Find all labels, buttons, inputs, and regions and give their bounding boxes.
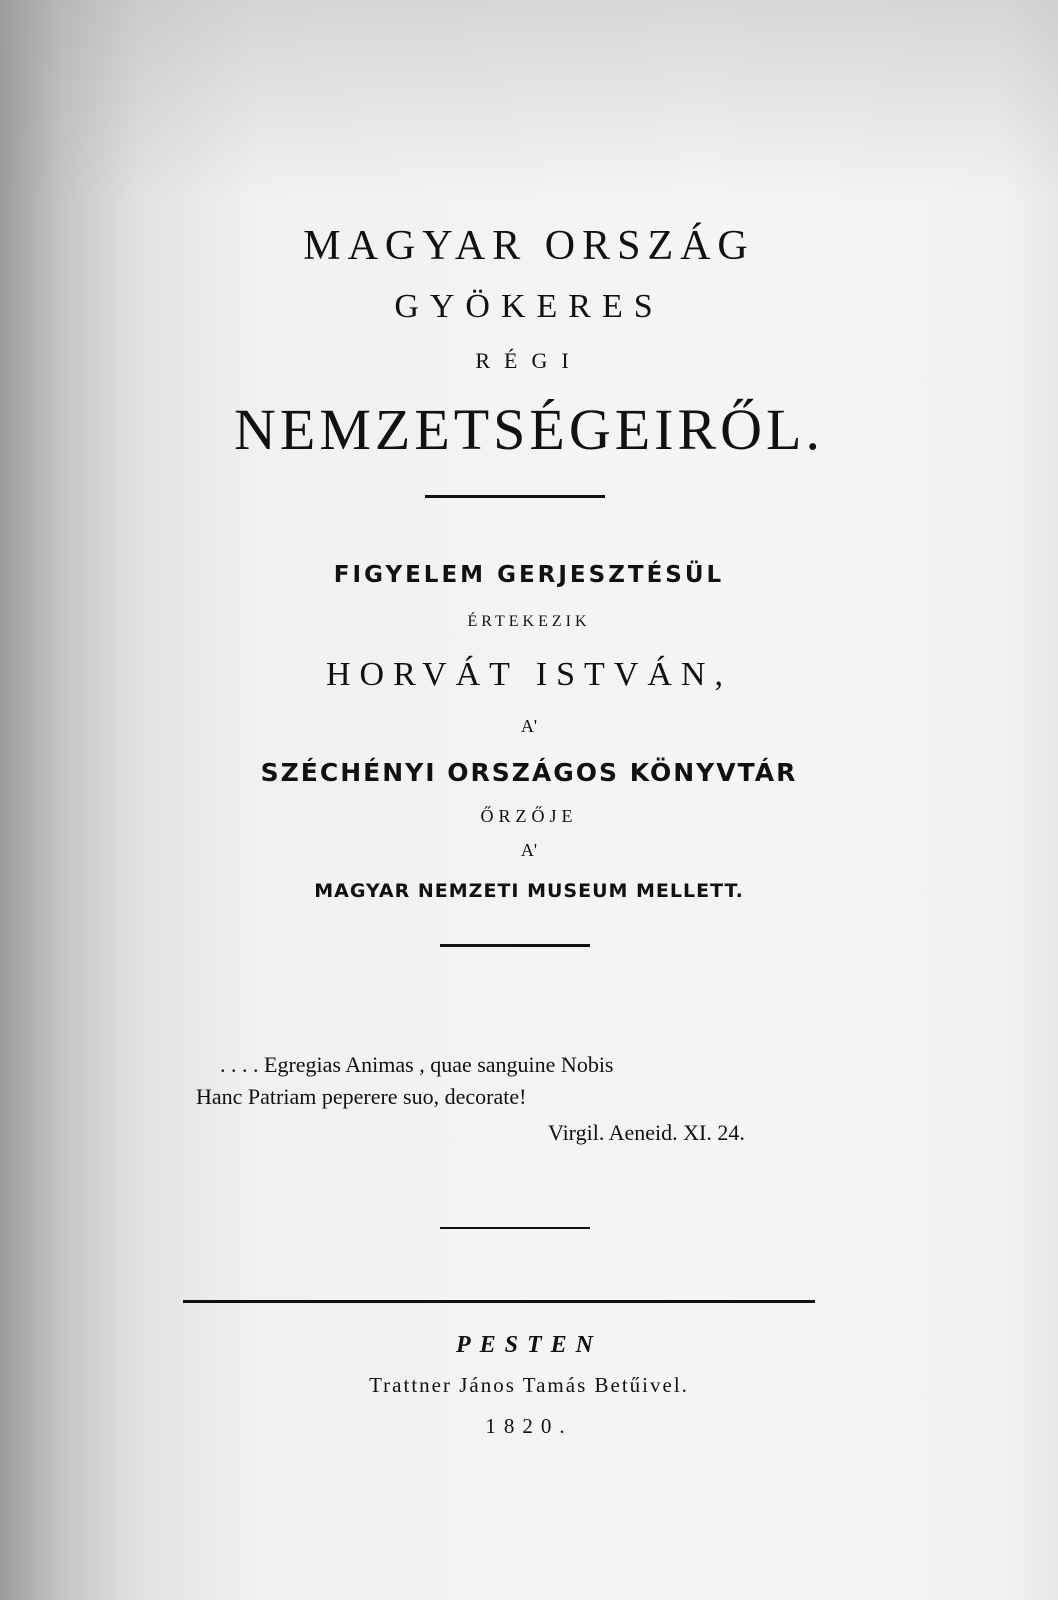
- epigraph-source: Virgil. Aeneid. XI. 24.: [548, 1120, 745, 1145]
- subtitle-line: FIGYELEM GERJESZTÉSÜL: [333, 562, 725, 588]
- article-line-2: A': [520, 840, 538, 860]
- title-line-1: MAGYAR ORSZÁG: [303, 223, 755, 269]
- epigraph-line-2: Hanc Patriam peperere suo, decorate!: [196, 1084, 527, 1109]
- ornamental-rule-2: [440, 944, 590, 947]
- ornamental-rule: [425, 495, 605, 498]
- museum-line: MAGYAR NEMZETI MUSEUM MELLETT.: [314, 880, 744, 902]
- title-line-4: NEMZETSÉGEIRŐL.: [234, 397, 824, 462]
- epigraph-line-1: . . . . Egregias Animas , quae sanguine Nobis: [220, 1052, 614, 1077]
- title-line-2: GYÖKERES: [394, 288, 664, 325]
- long-rule: [183, 1300, 815, 1303]
- short-rule: [440, 1227, 590, 1229]
- author-name: HORVÁT ISTVÁN,: [326, 656, 732, 693]
- page-shadow: [0, 0, 1058, 200]
- article-line: A': [520, 716, 538, 736]
- verb-line: ÉRTEKEZIK: [467, 613, 591, 630]
- title-line-3: RÉGI: [475, 348, 583, 373]
- imprint-place: PESTEN: [455, 1332, 602, 1358]
- position-line: ŐRZŐJE: [480, 806, 578, 826]
- imprint-printer: Trattner János Tamás Betűivel.: [369, 1373, 689, 1397]
- library-name: SZÉCHÉNYI ORSZÁGOS KÖNYVTÁR: [260, 758, 798, 787]
- imprint-year: 1820.: [485, 1414, 573, 1438]
